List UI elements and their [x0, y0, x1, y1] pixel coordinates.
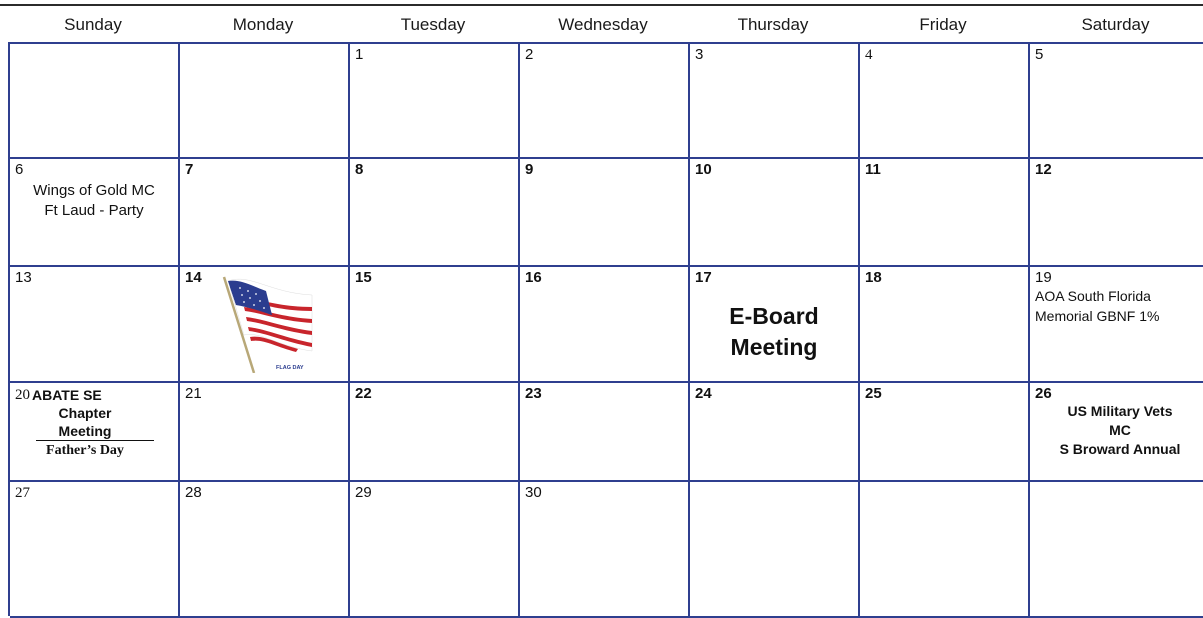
date-number: 26 — [1035, 385, 1052, 402]
weekday-saturday: Saturday — [1081, 15, 1150, 34]
date-number: 12 — [1035, 161, 1052, 178]
day-cell-26 — [1030, 383, 1203, 482]
date-number: 21 — [185, 385, 202, 402]
day-cell-21 — [180, 383, 350, 482]
date-number: 19 — [1035, 269, 1052, 286]
date-number: 3 — [695, 46, 704, 63]
event-aoa-title: AOA South Florida — [1035, 288, 1151, 304]
day-cell-11 — [860, 159, 1030, 267]
date-number: 23 — [525, 385, 542, 402]
date-number: 5 — [1035, 46, 1044, 63]
day-cell-29 — [350, 482, 520, 618]
event-wings-of-gold-title: Wings of Gold MC — [33, 182, 155, 199]
top-rule — [0, 4, 1203, 6]
day-cell-22 — [350, 383, 520, 482]
weekday-sunday: Sunday — [64, 15, 122, 34]
day-cell-12 — [1030, 159, 1203, 267]
date-number: 17 — [695, 269, 712, 286]
day-cell-15 — [350, 267, 520, 383]
day-cell-empty — [690, 482, 860, 618]
event-eboard-line2: Meeting — [730, 334, 818, 360]
day-cell-18 — [860, 267, 1030, 383]
date-number: 24 — [695, 385, 712, 402]
day-cell-20 — [10, 383, 180, 482]
weekday-thursday: Thursday — [737, 15, 809, 34]
event-abate-line2: Chapter — [58, 405, 112, 421]
day-cell-13 — [10, 267, 180, 383]
day-cell-25 — [860, 383, 1030, 482]
day-cell-9 — [520, 159, 690, 267]
underline-divider — [36, 440, 154, 441]
date-number: 11 — [865, 161, 881, 178]
date-number: 14 — [185, 269, 202, 286]
day-cell-27 — [10, 482, 180, 618]
date-number: 30 — [525, 484, 542, 501]
day-cell-empty — [1030, 482, 1203, 618]
day-cell-7 — [180, 159, 350, 267]
date-number: 22 — [355, 385, 372, 402]
date-number: 27 — [15, 485, 30, 501]
date-number: 10 — [695, 161, 712, 178]
date-number: 25 — [865, 385, 882, 402]
date-number: 4 — [865, 47, 873, 63]
date-number: 8 — [355, 161, 364, 178]
event-us-military-vets-line1: US Military Vets — [1067, 403, 1173, 419]
weekday-friday: Friday — [919, 15, 967, 34]
day-cell-24 — [690, 383, 860, 482]
date-number: 13 — [15, 269, 32, 286]
event-abate-line3: Meeting — [58, 423, 112, 439]
day-cell-8 — [350, 159, 520, 267]
event-eboard-line1: E-Board — [729, 303, 819, 329]
event-fathers-day: Father’s Day — [46, 443, 124, 458]
event-us-military-vets-line2: MC — [1109, 422, 1131, 438]
date-number: 7 — [185, 161, 194, 178]
date-number: 6 — [15, 161, 24, 178]
day-cell-28 — [180, 482, 350, 618]
date-number: 1 — [355, 46, 364, 63]
date-number: 20 — [15, 387, 30, 403]
day-cell-2 — [520, 44, 690, 159]
day-cell-6 — [10, 159, 180, 267]
flag-day-caption: FLAG DAY — [276, 365, 304, 371]
day-cell-19 — [1030, 267, 1203, 383]
day-cell-4 — [860, 44, 1030, 159]
day-cell-30 — [520, 482, 690, 618]
weekday-wednesday: Wednesday — [558, 15, 648, 34]
day-cell-17 — [690, 267, 860, 383]
day-cell-1 — [350, 44, 520, 159]
day-cell-14 — [180, 267, 350, 383]
day-cell-empty — [10, 44, 180, 159]
flag-day-flag-icon — [220, 273, 316, 373]
event-us-military-vets-line3: S Broward Annual — [1059, 441, 1181, 457]
day-cell-10 — [690, 159, 860, 267]
date-number: 28 — [185, 484, 202, 501]
day-cell-5 — [1030, 44, 1203, 159]
weekday-monday: Monday — [232, 15, 294, 34]
date-number: 16 — [525, 269, 542, 286]
date-number: 15 — [355, 269, 372, 286]
weekday-header-row — [8, 8, 1203, 42]
day-cell-empty — [180, 44, 350, 159]
event-aoa-detail: Memorial GBNF 1% — [1035, 308, 1160, 324]
event-abate-line1: ABATE SE — [32, 387, 102, 403]
day-cell-empty — [860, 482, 1030, 618]
date-number: 29 — [355, 484, 372, 501]
event-wings-of-gold-detail: Ft Laud - Party — [44, 202, 144, 219]
date-number: 9 — [525, 161, 534, 178]
weekday-tuesday: Tuesday — [400, 15, 466, 34]
date-number: 2 — [525, 46, 534, 63]
day-cell-23 — [520, 383, 690, 482]
day-cell-3 — [690, 44, 860, 159]
calendar-grid — [8, 42, 1203, 616]
event-eboard-meeting — [690, 301, 858, 363]
day-cell-16 — [520, 267, 690, 383]
date-number: 18 — [865, 269, 882, 286]
